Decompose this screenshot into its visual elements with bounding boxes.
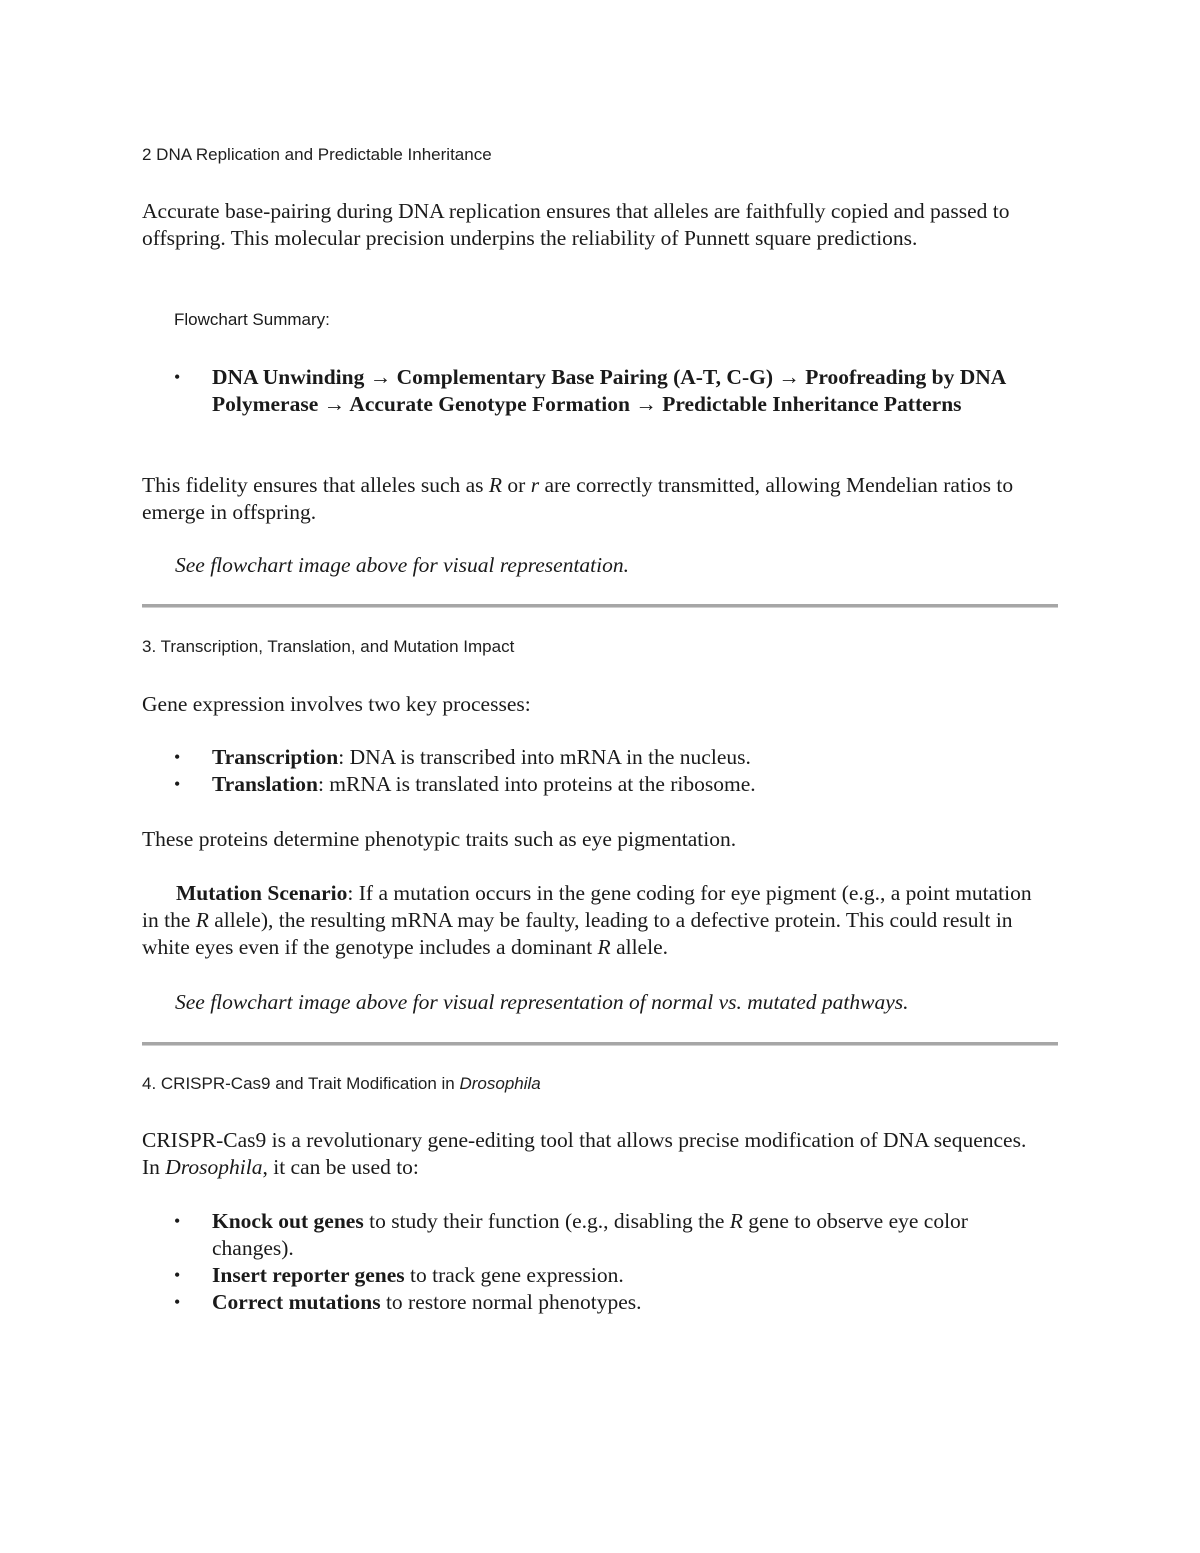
list-item <box>142 364 1042 418</box>
heading-text: 4. CRISPR-Cas9 and Trait Modification in <box>142 1074 460 1093</box>
allele-R: R <box>195 908 209 932</box>
section-4-heading <box>142 1074 541 1094</box>
text: CRISPR-Cas9 is a revolutionary gene-editing tool that allows precise modification of DNA sequences. In <box>142 1128 1027 1179</box>
flowchart-summary-label: Flowchart Summary: <box>174 310 330 329</box>
bullet-icon: • <box>174 1292 181 1312</box>
allele-R: R <box>729 1209 743 1233</box>
flowchart-bullet-list <box>142 364 1042 418</box>
allele-R: R <box>488 473 503 497</box>
bullet-text: to restore normal phenotypes. <box>380 1290 642 1314</box>
section-3-see-flowchart: See flowchart image above for visual representation of normal vs. mutated pathways. <box>175 990 909 1014</box>
text: allele), the resulting mRNA may be faulty, leading to a defective protein. This could result in white eyes even if the genotype includes a dominant <box>142 908 1013 959</box>
heading-species: Drosophila <box>459 1074 541 1093</box>
mutation-term: Mutation Scenario <box>176 881 348 905</box>
process-bullet-list <box>142 744 1042 798</box>
bullet-icon: • <box>174 1265 181 1285</box>
text: This fidelity ensures that alleles such as <box>142 473 489 497</box>
bullet-term: Knock out genes <box>212 1209 364 1233</box>
flowchart-steps: DNA Unwinding → Complementary Base Pairing (A-T, C-G) → Proofreading by DNA Polymerase → Accurate Genotype Formation → Predictable Inheritance Patterns <box>212 365 1006 416</box>
section-4-intro <box>142 1127 1042 1181</box>
bullet-icon: • <box>174 367 181 387</box>
allele-r: r <box>530 473 540 497</box>
section-divider <box>142 1042 1058 1046</box>
list-item <box>142 771 1042 798</box>
list-item <box>142 1289 1042 1316</box>
bullet-text: gene to observe eye color changes). <box>212 1209 968 1260</box>
bullet-icon: • <box>174 747 181 767</box>
text: allele. <box>610 935 668 959</box>
fidelity-paragraph <box>142 472 1042 526</box>
list-item <box>142 1208 1042 1262</box>
crispr-bullet-list <box>142 1208 1042 1316</box>
bullet-term: Insert reporter genes <box>212 1263 405 1287</box>
bullet-icon: • <box>174 774 181 794</box>
section-3-heading: 3. Transcription, Translation, and Mutation Impact <box>142 637 515 656</box>
section-2-heading: 2 DNA Replication and Predictable Inheritance <box>142 145 492 164</box>
bullet-term: Transcription <box>212 745 339 769</box>
section-3-intro: Gene expression involves two key processes: <box>142 692 531 716</box>
proteins-paragraph: These proteins determine phenotypic traits such as eye pigmentation. <box>142 827 737 851</box>
allele-R: R <box>597 935 611 959</box>
section-2-intro: Accurate base-pairing during DNA replication ensures that alleles are faithfully copied and passed to offspring. This molecular precision underpins the reliability of Punnett square predictions. <box>142 199 1010 250</box>
bullet-text: to study their function (e.g., disabling the <box>363 1209 730 1233</box>
bullet-text: : mRNA is translated into proteins at the ribosome. <box>317 772 756 796</box>
text: are correctly transmitted, allowing Mendelian ratios to emerge in offspring. <box>142 473 1014 524</box>
bullet-text: to track gene expression. <box>404 1263 624 1287</box>
list-item <box>142 1262 1042 1289</box>
species-name: Drosophila <box>165 1155 263 1179</box>
text: : If a mutation occurs in the gene coding for eye pigment (e.g., a point mutation in the <box>142 881 1032 932</box>
bullet-icon: • <box>174 1211 181 1231</box>
mutation-paragraph <box>142 880 1042 961</box>
bullet-term: Translation <box>212 772 318 796</box>
bullet-text: : DNA is transcribed into mRNA in the nucleus. <box>338 745 751 769</box>
bullet-term: Correct mutations <box>212 1290 381 1314</box>
text: , it can be used to: <box>262 1155 419 1179</box>
section-divider <box>142 604 1058 608</box>
list-item <box>142 744 1042 771</box>
text: or <box>502 473 531 497</box>
section-2-see-flowchart: See flowchart image above for visual representation. <box>175 553 630 577</box>
